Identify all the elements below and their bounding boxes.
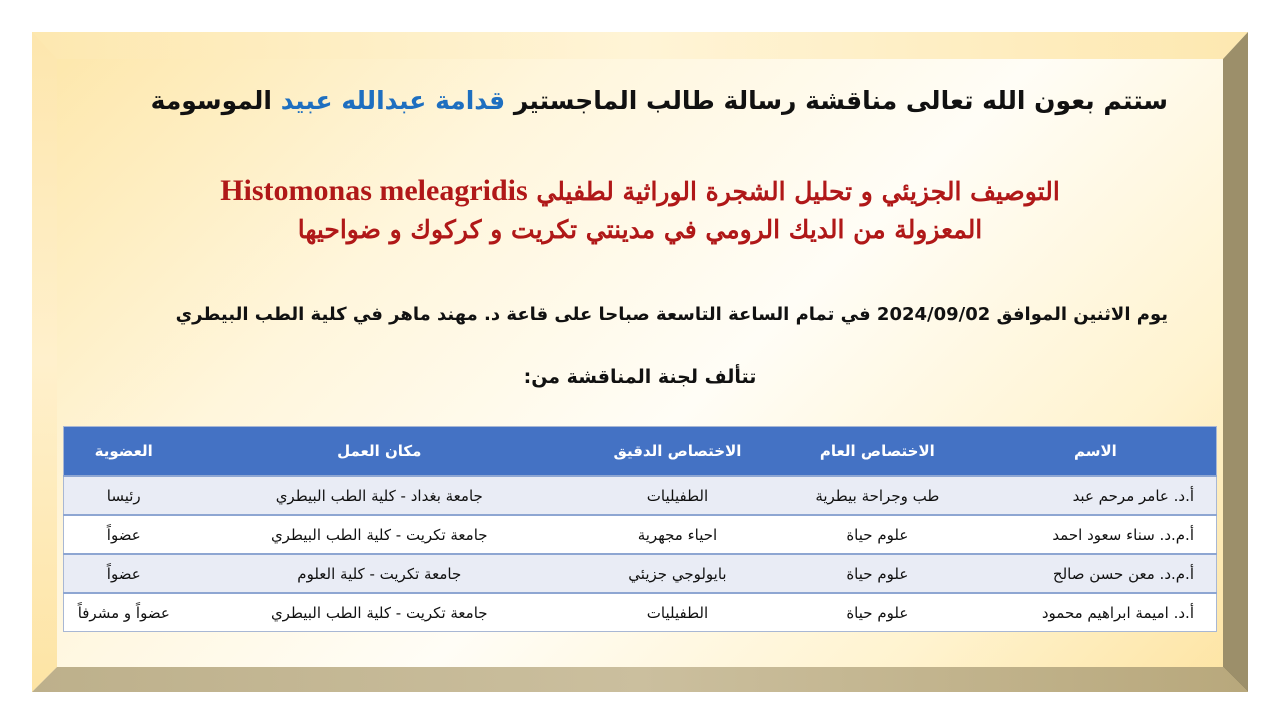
table-row bbox=[64, 476, 1217, 515]
header-specific-specialty: الاختصاص الدقيق bbox=[575, 427, 780, 477]
member-workplace: جامعة تكريت - كلية العلوم bbox=[183, 554, 575, 593]
member-general-specialty: علوم حياة bbox=[780, 554, 975, 593]
member-name: أ.م.د. سناء سعود احمد bbox=[975, 515, 1217, 554]
announcement-headline bbox=[60, 86, 1168, 115]
header-name: الاسم bbox=[975, 427, 1217, 477]
thesis-title-species: Histomonas meleagridis bbox=[220, 174, 528, 207]
table-row bbox=[64, 554, 1217, 593]
thesis-title-line-2: المعزولة من الديك الرومي في مدينتي تكريت و كركوك و ضواحيها bbox=[297, 215, 983, 244]
member-specific-specialty: بايولوجي جزيئي bbox=[575, 554, 780, 593]
member-general-specialty: علوم حياة bbox=[780, 593, 975, 632]
member-general-specialty: طب وجراحة بيطرية bbox=[780, 476, 975, 515]
member-role: عضواً bbox=[64, 554, 184, 593]
table-row bbox=[64, 515, 1217, 554]
intro-suffix: الموسومة bbox=[150, 86, 272, 115]
thesis-title-arabic: التوصيف الجزيئي و تحليل الشجرة الوراثية لطفيلي bbox=[536, 177, 1060, 206]
committee-label: تتألف لجنة المناقشة من: bbox=[523, 366, 757, 388]
defense-datetime: يوم الاثنين الموافق 2024/09/02 في تمام الساعة التاسعة صباحا على قاعة د. مهند ماهر في كلية الطب البيطري bbox=[175, 304, 1168, 325]
thesis-title-line-1 bbox=[60, 172, 1220, 211]
member-role: عضواً و مشرفاً bbox=[64, 593, 184, 632]
member-name: أ.م.د. معن حسن صالح bbox=[975, 554, 1217, 593]
member-workplace: جامعة تكريت - كلية الطب البيطري bbox=[183, 515, 575, 554]
member-specific-specialty: الطفيليات bbox=[575, 593, 780, 632]
member-workplace: جامعة بغداد - كلية الطب البيطري bbox=[183, 476, 575, 515]
member-name: أ.د. عامر مرحم عبد bbox=[975, 476, 1217, 515]
member-specific-specialty: الطفيليات bbox=[575, 476, 780, 515]
member-workplace: جامعة تكريت - كلية الطب البيطري bbox=[183, 593, 575, 632]
student-name: قدامة عبدالله عبيد bbox=[280, 86, 506, 115]
member-specific-specialty: احياء مجهرية bbox=[575, 515, 780, 554]
member-role: رئيسا bbox=[64, 476, 184, 515]
table-row bbox=[64, 593, 1217, 632]
table-header-row bbox=[64, 427, 1217, 477]
member-role: عضواً bbox=[64, 515, 184, 554]
header-general-specialty: الاختصاص العام bbox=[780, 427, 975, 477]
thesis-title bbox=[60, 172, 1220, 249]
header-workplace: مكان العمل bbox=[183, 427, 575, 477]
committee-table bbox=[63, 426, 1217, 632]
member-name: أ.د. اميمة ابراهيم محمود bbox=[975, 593, 1217, 632]
intro-prefix: ستتم بعون الله تعالى مناقشة رسالة طالب الماجستير bbox=[513, 86, 1168, 115]
member-general-specialty: علوم حياة bbox=[780, 515, 975, 554]
header-membership: العضوية bbox=[64, 427, 184, 477]
